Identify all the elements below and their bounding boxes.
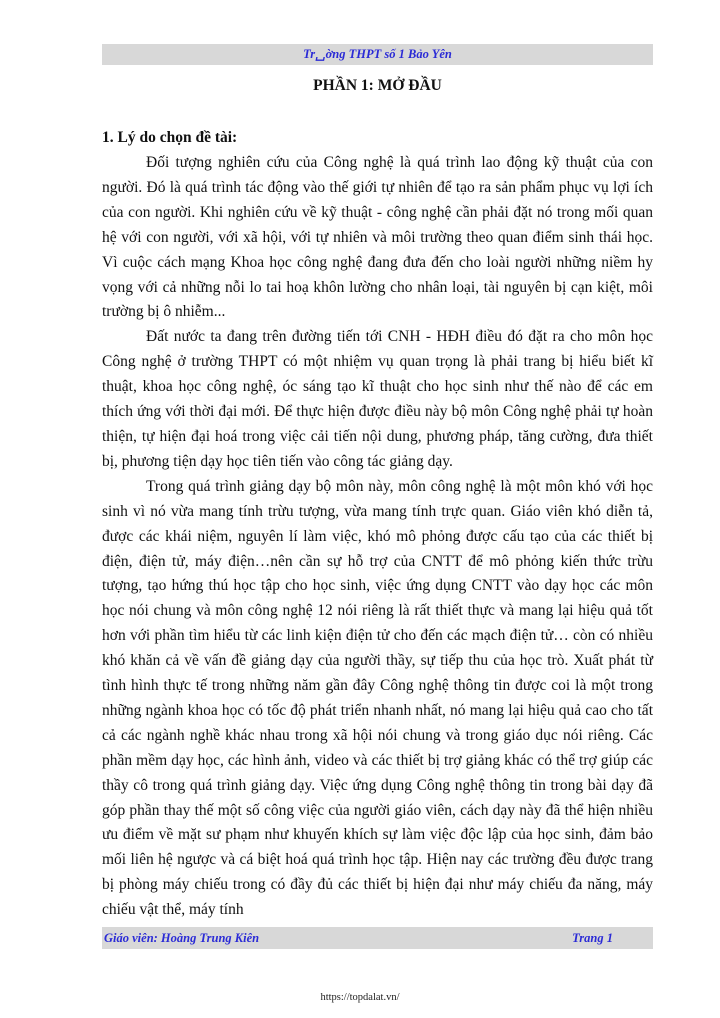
paragraph: Đối tượng nghiên cứu của Công nghệ là quá trình lao động kỹ thuật của con người. Đó là quá trình tác động vào thế giới tự nhiên để tạo ra sản phẩm phục vụ lợi ích của con người. Khi nghiên cứu về kỹ thuật - công nghệ cần phải đặt nó trong mối quan hệ với con người, với xã hội, với tự nhiên và môi trường theo quan điểm sinh thái học. Vì cuộc cách mạng Khoa học công nghệ đang đưa đến cho loài người những niềm hy vọng với cả những nỗi lo tai hoạ khôn lường cho nhân loại, tài nguyên bị cạn kiệt, môi trường bị ô nhiễm... [102,154,653,321]
page-footer [102,927,653,949]
section-title: PHẦN 1: MỞ ĐẦU [313,77,442,94]
paragraph: Trong quá trình giảng dạy bộ môn này, môn công nghệ là một môn khó với học sinh vì nó vừa mang tính trừu tượng, vừa mang tính trực quan. Giáo viên khó diễn tả, được các khái niệm, nguyên lí làm việc, khó mô phỏng được cấu tạo của các thiết bị điện, điện tử, máy điện…nên cần sự hỗ trợ của CNTT để mô phỏng kiến thức trừu tượng, tạo hứng thú học tập cho học sinh, việc ứng dụng CNTT vào dạy học các môn học nói chung và môn công nghệ 12 nói riêng là rất thiết thực và mang lại hiệu quả tốt hơn với phần tìm hiểu từ các linh kiện điện tử cho đến các mạch điện tử… còn có nhiều khó khăn cả về vấn đề giảng dạy của người thầy, sự tiếp thu của học trò. Xuất phát từ tình hình thực tế trong những năm gần đây Công nghệ thông tin được coi là một trong những ngành khoa học có tốc độ phát triển nhanh nhất, nó mang lại hiệu quả cao cho tất cả các ngành nghề khác nhau trong xã hội nói chung và trong giáo dục nói riêng. Các phần mềm dạy học, các hình ảnh, video và các thiết bị trợ giảng khác có thể trợ giúp các thầy cô trong quá trình giảng dạy. Việc ứng dụng Công nghệ thông tin trong bài dạy đã góp phần thay thế một số công việc của người giáo viên, cách dạy này đã thể hiện nhiều ưu điểm về mặt sư phạm như khuyến khích sự làm việc độc lập của học sinh, đảm bảo mối liên hệ ngược và cá biệt hoá quá trình học tập. Hiện nay các trường đều được trang bị phòng máy chiếu trong có đầy đủ các thiết bị hiện đại như máy chiếu đa năng, máy chiếu vật thể, máy tính [102,477,653,919]
teacher-name: Giáo viên: Hoàng Trung Kiên [104,931,260,945]
section-heading: 1. Lý do chọn đề tài: [102,129,238,146]
page-number: Trang 1 [572,931,613,945]
document-body [102,151,653,923]
paragraph: Đất nước ta đang trên đường tiến tới CNH - HĐH điều đó đặt ra cho môn học Công nghệ ở trường THPT có một nhiệm vụ quan trọng là phải trang bị hiểu biết kĩ thuật, khoa học công nghệ, óc sáng tạo kĩ thuật cho học sinh như thế nào để các em thích ứng với thời đại mới. Để thực hiện được điều này bộ môn Công nghệ phải tự hoàn thiện, tự hiện đại hoá trong việc cải tiến nội dung, phương pháp, tăng cường, đưa thiết bị, phương tiện dạy học tiên tiến vào công tác giảng dạy. [102,328,653,470]
school-name: Tr␣ờng THPT số 1 Bảo Yên [303,47,452,61]
page-header [102,44,653,65]
source-url[interactable]: https://topdalat.vn/ [320,992,400,1003]
